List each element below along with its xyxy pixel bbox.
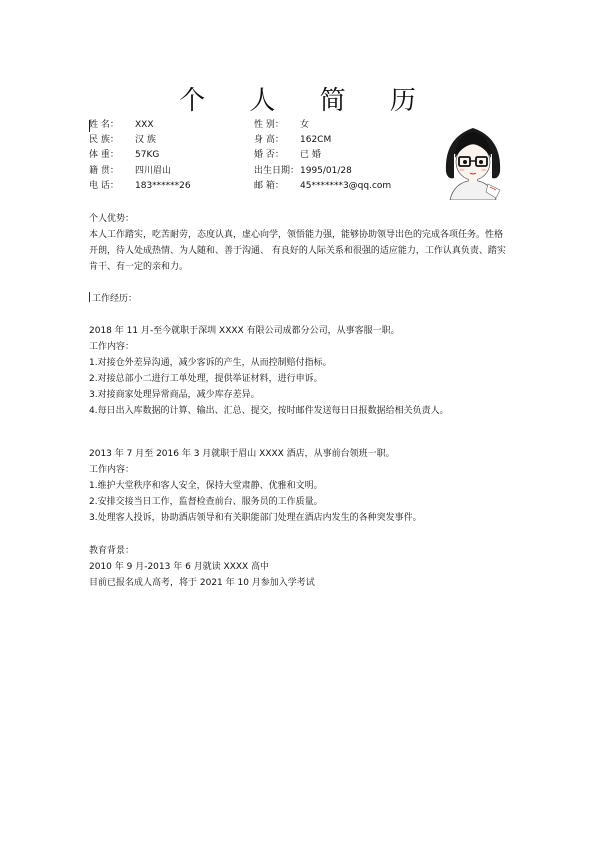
job-1-item-1: 1.对接仓外差异沟通，减少客诉的产生，从而控制赔付指标。 [89,358,332,368]
email-value: 45*******3@qq.com [300,180,392,191]
info-row-2 [89,133,429,148]
info-row-3 [89,148,429,163]
advantage-heading: 个人优势： [89,214,135,224]
job-2 [89,446,509,526]
name-label: 姓 名： [89,120,119,130]
phone-label: 电 话： [89,180,119,191]
ethnicity-label: 民 族： [89,135,119,146]
job-1-item-4: 4.每日出入库数据的计算、输出、汇总、提交，按时邮件发送每日日报数据给相关负责人。 [89,406,449,416]
ethnicity-value: 汉 族 [135,135,156,146]
info-row-1 [89,118,429,133]
advantage-text: 本人工作踏实，吃苦耐劳，态度认真，虚心向学，领悟能力强，能够协助领导出色的完成各项任务。性格开朗，待人处成热情、为人随和、善于沟通、 有良好的人际关系和很强的适应能力，工作认真负责、踏实肯干、有一定的亲和力。 [89,230,506,272]
resume-title: 个 人 简 历 [179,86,434,116]
weight-label: 体 重： [89,150,119,161]
gender-value: 女 [300,120,310,130]
advantage-section [89,211,509,275]
info-row-5 [89,179,429,194]
info-row-4 [89,164,429,179]
work-heading: 工作经历： [92,294,138,304]
height-label: 身 高： [254,135,284,146]
marital-label: 婚 否： [254,150,284,161]
marital-value: 已 婚 [300,150,321,161]
education-heading: 教育背景： [89,546,135,556]
phone-value: 183******26 [135,180,191,191]
job-2-content-label: 工作内容： [89,465,135,475]
birthdate-label: 出生日期： [254,165,300,176]
job-1 [89,323,509,419]
job-2-item-2: 2.安排交接当日工作，监督检查前台、服务员的工作质量。 [89,497,323,507]
heading-marker [89,292,90,302]
job-2-item-1: 1.维护大堂秩序和客人安全，保持大堂肃静、优雅和文明。 [89,481,323,491]
gender-label: 性 别： [254,120,284,130]
email-label: 邮 箱： [254,180,284,191]
name-value: XXX [135,120,154,130]
job-1-title: 2018 年 11 月-至今就职于深圳 XXXX 有限公司成都分公司，从事客服一职。 [89,326,400,336]
hometown-label: 籍 贯： [89,165,119,176]
hometown-value: 四川眉山 [135,165,172,176]
personal-info [89,118,429,194]
job-1-item-3: 3.对接商家处理异常商品，减少库存差异。 [89,390,260,400]
education-line-1: 2010 年 9 月-2013 年 6 月就读 XXXX 高中 [89,562,270,572]
education-section [89,543,509,591]
weight-value: 57KG [135,150,160,161]
work-heading-section [89,291,509,307]
job-2-item-3: 3.处理客人投诉，协助酒店领导和有关职能部门处理在酒店内发生的各种突发事件。 [89,513,422,523]
job-1-content-label: 工作内容： [89,342,135,352]
avatar-illustration [440,120,506,200]
job-2-title: 2013 年 7 月至 2016 年 3 月就职于眉山 XXXX 酒店，从事前台领班一职。 [89,449,395,459]
education-line-2: 目前已报名成人高考，将于 2021 年 10 月参加入学考试 [89,578,315,588]
job-1-item-2: 2.对接总部小二进行工单处理，提供举证材料，进行申诉。 [89,374,323,384]
birthdate-value: 1995/01/28 [300,165,352,176]
height-value: 162CM [300,135,332,146]
